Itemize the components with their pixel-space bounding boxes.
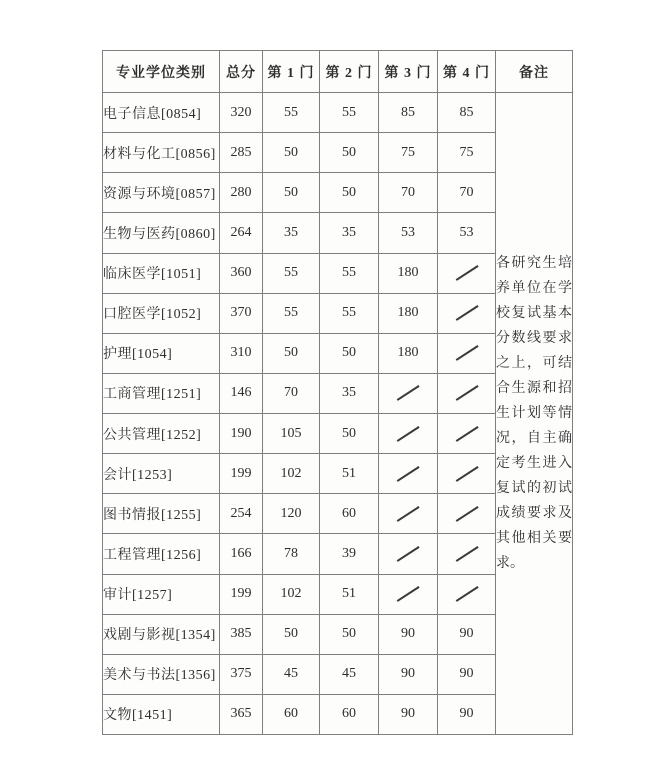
score-cell: 310 [220, 333, 263, 373]
column-header-2: 总分 [220, 51, 263, 93]
score-cell [438, 454, 496, 494]
score-cell: 90 [379, 654, 438, 694]
slash-icon [397, 386, 420, 401]
score-cell: 146 [220, 373, 263, 413]
column-header-1: 专业学位类别 [103, 51, 220, 93]
score-cell [438, 333, 496, 373]
category-cell: 工程管理[1256] [103, 534, 220, 574]
score-cell: 78 [263, 534, 320, 574]
score-cell: 365 [220, 694, 263, 734]
score-cell: 70 [438, 173, 496, 213]
category-cell: 护理[1054] [103, 333, 220, 373]
category-cell: 工商管理[1251] [103, 373, 220, 413]
slash-icon [455, 426, 478, 441]
score-cell: 102 [263, 574, 320, 614]
remark-cell: 各研究生培养单位在学校复试基本分数线要求之上，可结合生源和招生计划等情况，自主确定考生进入复试的初试成绩要求及其他相关要求。 [496, 93, 573, 735]
slash-icon [397, 426, 420, 441]
score-cell: 75 [438, 133, 496, 173]
slash-icon [397, 506, 420, 521]
score-table [102, 50, 573, 735]
score-cell: 90 [438, 694, 496, 734]
category-cell: 临床医学[1051] [103, 253, 220, 293]
score-cell [438, 253, 496, 293]
score-cell: 60 [320, 694, 379, 734]
score-cell: 51 [320, 454, 379, 494]
category-cell: 会计[1253] [103, 454, 220, 494]
score-cell [379, 414, 438, 454]
category-cell: 戏剧与影视[1354] [103, 614, 220, 654]
header-row [103, 51, 573, 93]
score-cell: 166 [220, 534, 263, 574]
slash-icon [455, 466, 478, 481]
column-header-3: 第 1 门 [263, 51, 320, 93]
score-cell: 375 [220, 654, 263, 694]
category-cell: 资源与环境[0857] [103, 173, 220, 213]
slash-icon [455, 345, 478, 360]
category-cell: 电子信息[0854] [103, 93, 220, 133]
slash-icon [397, 586, 420, 601]
score-cell: 90 [438, 654, 496, 694]
score-cell: 50 [320, 173, 379, 213]
score-cell: 53 [438, 213, 496, 253]
table-row [103, 93, 573, 133]
score-cell: 55 [263, 293, 320, 333]
slash-icon [397, 466, 420, 481]
score-cell: 55 [320, 253, 379, 293]
score-cell: 55 [263, 253, 320, 293]
score-cell: 180 [379, 253, 438, 293]
category-cell: 图书情报[1255] [103, 494, 220, 534]
score-cell: 55 [263, 93, 320, 133]
category-cell: 生物与医药[0860] [103, 213, 220, 253]
slash-icon [455, 586, 478, 601]
score-cell: 50 [320, 614, 379, 654]
slash-icon [455, 265, 478, 280]
category-cell: 文物[1451] [103, 694, 220, 734]
score-cell: 90 [438, 614, 496, 654]
score-cell: 60 [320, 494, 379, 534]
slash-icon [455, 386, 478, 401]
score-cell: 102 [263, 454, 320, 494]
score-cell: 50 [320, 333, 379, 373]
slash-icon [455, 305, 478, 320]
score-cell: 90 [379, 694, 438, 734]
score-cell: 50 [263, 133, 320, 173]
score-cell: 385 [220, 614, 263, 654]
column-header-7: 备注 [496, 51, 573, 93]
score-cell: 180 [379, 293, 438, 333]
score-cell: 35 [320, 213, 379, 253]
category-cell: 美术与书法[1356] [103, 654, 220, 694]
score-cell: 51 [320, 574, 379, 614]
slash-icon [455, 506, 478, 521]
score-cell: 254 [220, 494, 263, 534]
score-cell: 53 [379, 213, 438, 253]
column-header-6: 第 4 门 [438, 51, 496, 93]
score-cell [438, 293, 496, 333]
score-cell: 50 [263, 173, 320, 213]
score-cell [438, 373, 496, 413]
score-cell: 35 [263, 213, 320, 253]
score-cell: 60 [263, 694, 320, 734]
score-cell: 264 [220, 213, 263, 253]
score-cell: 360 [220, 253, 263, 293]
score-cell [379, 373, 438, 413]
score-cell: 370 [220, 293, 263, 333]
score-cell: 85 [379, 93, 438, 133]
score-cell [379, 454, 438, 494]
score-cell: 75 [379, 133, 438, 173]
score-cell: 120 [263, 494, 320, 534]
score-cell: 45 [263, 654, 320, 694]
slash-icon [455, 546, 478, 561]
score-cell [379, 494, 438, 534]
category-cell: 口腔医学[1052] [103, 293, 220, 333]
column-header-5: 第 3 门 [379, 51, 438, 93]
score-cell: 85 [438, 93, 496, 133]
score-cell [438, 534, 496, 574]
score-cell: 180 [379, 333, 438, 373]
score-cell [438, 574, 496, 614]
score-cell: 35 [320, 373, 379, 413]
score-cell: 70 [379, 173, 438, 213]
score-cell: 320 [220, 93, 263, 133]
score-cell: 199 [220, 454, 263, 494]
score-cell: 55 [320, 293, 379, 333]
score-cell: 90 [379, 614, 438, 654]
score-cell [379, 534, 438, 574]
score-cell [438, 414, 496, 454]
score-cell: 55 [320, 93, 379, 133]
column-header-4: 第 2 门 [320, 51, 379, 93]
score-cell: 50 [320, 414, 379, 454]
score-cell: 39 [320, 534, 379, 574]
score-cell: 105 [263, 414, 320, 454]
score-cell: 50 [263, 333, 320, 373]
score-cell: 50 [263, 614, 320, 654]
score-cell: 45 [320, 654, 379, 694]
score-cell [379, 574, 438, 614]
score-cell: 70 [263, 373, 320, 413]
score-cell [438, 494, 496, 534]
slash-icon [397, 546, 420, 561]
score-cell: 285 [220, 133, 263, 173]
category-cell: 审计[1257] [103, 574, 220, 614]
score-cell: 190 [220, 414, 263, 454]
category-cell: 材料与化工[0856] [103, 133, 220, 173]
score-cell: 50 [320, 133, 379, 173]
score-cell: 280 [220, 173, 263, 213]
category-cell: 公共管理[1252] [103, 414, 220, 454]
score-cell: 199 [220, 574, 263, 614]
